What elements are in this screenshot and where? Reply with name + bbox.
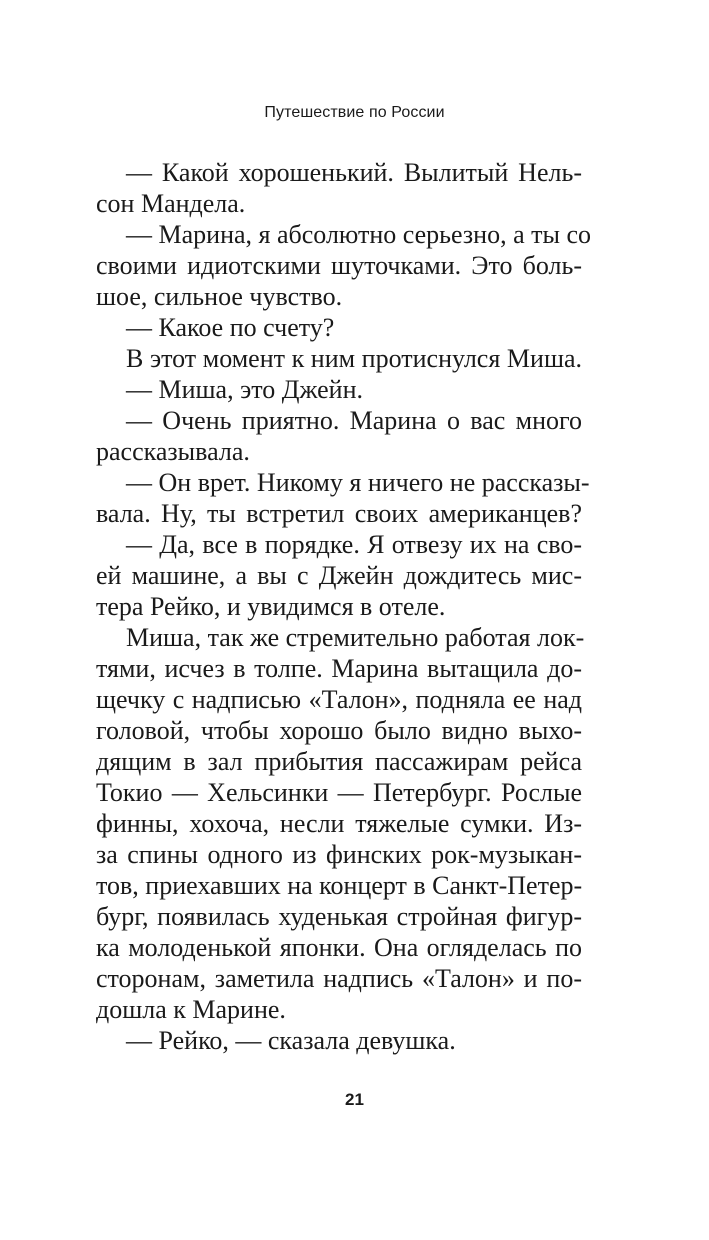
- text-line: — Марина, я абсолютно серьезно, а ты со: [126, 220, 591, 249]
- text-line: дящим в зал прибытия пассажирам рейса: [96, 747, 582, 776]
- text-line: — Он врет. Никому я ничего не рассказы-: [126, 468, 590, 497]
- text-line: сон Мандела.: [96, 189, 246, 218]
- text-line: — Да, все в порядке. Я отвезу их на сво-: [126, 530, 582, 559]
- page-number: 21: [345, 1090, 364, 1109]
- text-line: щечку с надписью «Талон», подняла ее над: [96, 685, 582, 714]
- text-line: тера Рейко, и увидимся в отеле.: [96, 592, 446, 621]
- text-line: — Рейко, — сказала девушка.: [126, 1026, 456, 1055]
- text-line: головой, чтобы хорошо было видно выхо-: [96, 716, 582, 745]
- text-line: ей машине, а вы с Джейн дождитесь мис-: [96, 561, 582, 590]
- text-line: — Очень приятно. Марина о вас много: [126, 406, 582, 435]
- text-line: В этот момент к ним протиснулся Миша.: [126, 344, 582, 373]
- text-line: дошла к Марине.: [96, 995, 286, 1024]
- text-line: своими идиотскими шуточками. Это боль-: [96, 251, 582, 280]
- text-line: тями, исчез в толпе. Марина вытащила до-: [96, 654, 582, 683]
- text-line: ка молоденькой японки. Она огляделась по: [96, 933, 582, 962]
- text-line: бург, появилась худенькая стройная фигур-: [96, 902, 582, 931]
- text-line: тов, приехавших на концерт в Санкт-Петер-: [96, 871, 583, 900]
- text-line: — Какой хорошенький. Вылитый Нель-: [126, 158, 582, 187]
- body-text: [96, 157, 591, 1056]
- text-line: за спины одного из финских рок-музыкан-: [96, 840, 582, 869]
- text-line: финны, хохоча, несли тяжелые сумки. Из-: [96, 809, 582, 838]
- running-head: Путешествие по России: [264, 104, 445, 121]
- text-line: — Миша, это Джейн.: [126, 375, 363, 404]
- text-line: Токио — Хельсинки — Петербург. Рослые: [96, 778, 582, 807]
- text-line: вала. Ну, ты встретил своих американцев?: [96, 499, 582, 528]
- text-line: сторонам, заметила надпись «Талон» и по-: [96, 964, 582, 993]
- text-line: рассказывала.: [96, 437, 250, 466]
- text-line: шое, сильное чувство.: [96, 282, 343, 311]
- text-line: — Какое по счету?: [126, 313, 335, 342]
- text-line: Миша, так же стремительно работая лок-: [126, 623, 585, 652]
